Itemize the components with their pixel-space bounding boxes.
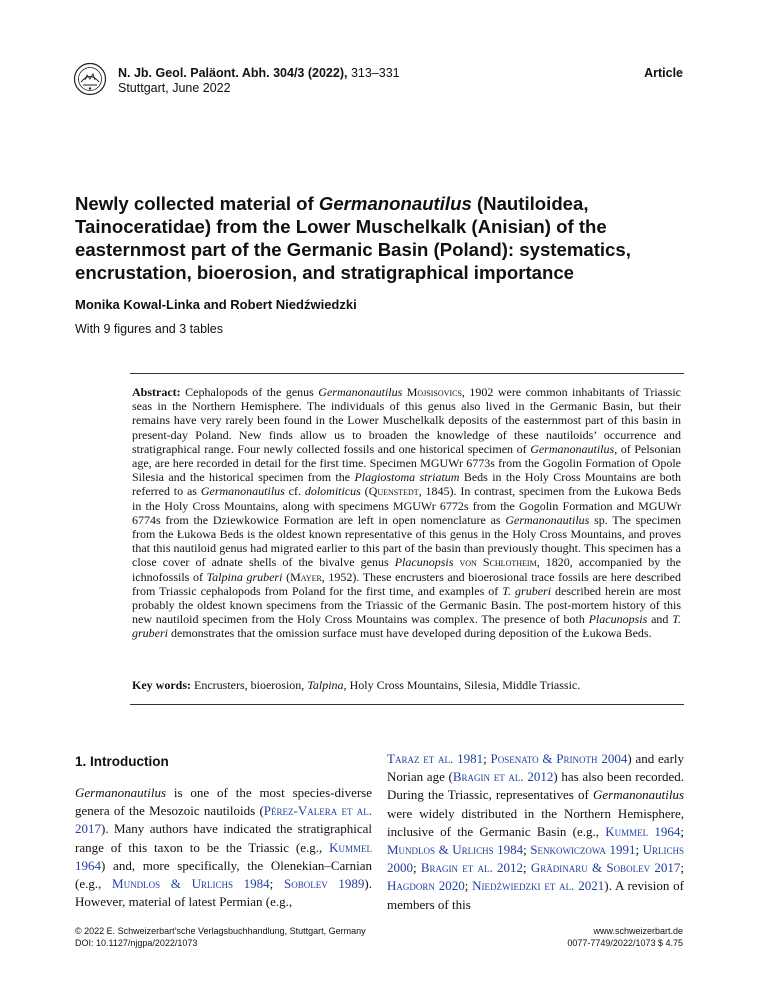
reference-link[interactable]: Niedźwiedzki et al. 2021 [472, 878, 605, 894]
abstract-bottom-divider [130, 704, 684, 705]
website[interactable]: www.schweizerbart.de [593, 926, 683, 936]
reference-link[interactable]: Posenato & Prinoth 2004 [490, 751, 628, 766]
journal-citation [118, 66, 400, 96]
intro-column-left: Germanonautilus is one of the most species-diverse genera of the Mesozoic nautiloids (Pérez-Valera et al. 2017). Many authors have indicated the stratigraphical range of this taxon to be the Triassic (e.g., Kummel 1964) and, more specifically, the Olenekian–Carnian (e.g., Mundlos & Urlichs 1984; Sobolev 1989). However, material of latest Permian (e.g., [75, 785, 372, 910]
reference-link[interactable]: Mundlos & Urlichs 1984 [387, 842, 524, 858]
reference-link[interactable]: Taraz et al. 1981 [387, 751, 484, 766]
reference-link[interactable]: Senkowiczowa 1991 [530, 842, 636, 858]
issn-price: 0077-7749/2022/1073 $ 4.75 [567, 938, 683, 948]
reference-link[interactable]: Grădinaru & Sobolev 2017 [530, 860, 681, 876]
reference-link[interactable]: Hagdorn 2020 [387, 878, 465, 894]
article-type-label: Article [644, 66, 683, 80]
place-date: Stuttgart, June 2022 [118, 81, 231, 95]
reference-link[interactable]: Pérez-Valera et al. 2017 [75, 803, 372, 837]
reference-link[interactable]: Mundlos & Urlichs 1984 [112, 876, 270, 892]
section-heading-introduction: 1. Introduction [75, 754, 169, 769]
reference-link[interactable]: Kummel 1964 [605, 823, 681, 839]
keywords: Key words: Encrusters, bioerosion, Talpina, Holy Cross Mountains, Silesia, Middle Triassic. [132, 678, 581, 692]
reference-link[interactable]: Bragin et al. 2012 [420, 860, 524, 876]
footer-right [567, 925, 683, 949]
reference-link[interactable]: Kummel 1964 [75, 839, 372, 873]
page-range: 313–331 [350, 66, 400, 80]
intro-column-right: Taraz et al. 1981; Posenato & Prinoth 2004) and early Norian age (Bragin et al. 2012) has also been recorded. During the Triassic, representatives of Germanonautilus were widely distributed in the Northern Hemisphere, inclusive of the Germanic Basin (e.g., Kummel 1964; Mundlos & Urlichs 1984; Senkowiczowa 1991; Urlichs 2000; Bragin et al. 2012; Grădinaru & Sobolev 2017; Hagdorn 2020; Niedźwiedzki et al. 2021). A revision of members of this [387, 751, 685, 912]
doi: DOI: 10.1127/njgpa/2022/1073 [75, 938, 198, 948]
keywords-label: Key words: [132, 678, 191, 692]
copyright: © 2022 E. Schweizerbart’sche Verlagsbuchhandlung, Stuttgart, Germany [75, 926, 366, 936]
paper-title: Newly collected material of Germanonautilus (Nautiloidea, Tainoceratidae) from the Lower Muschelkalk (Anisian) of the easternmost part of the Germanic Basin (Poland): systematics, encrustation, bioerosion, and stratigraphical importance [75, 193, 631, 283]
abstract-top-divider [130, 373, 684, 374]
abstract-label: Abstract: [132, 385, 181, 399]
reference-link[interactable]: Sobolev 1989 [283, 876, 365, 892]
publisher-seal-icon [73, 62, 107, 96]
reference-link[interactable]: Urlichs 2000 [387, 842, 684, 876]
authors: Monika Kowal-Linka and Robert Niedźwiedzki [75, 297, 357, 312]
abstract: Abstract: Cephalopods of the genus Germanonautilus Mojsisovics, 1902 were common inhabitants of Triassic seas in the Northern Hemisphere. The individuals of this genus also lived in the Germanic Basin, but their remains have very rarely been found in the Lower Muschelkalk deposits of the easternmost part of this basin in present-day Poland. New finds allow us to broaden the knowledge of these nautiloids’ occurrence and stratigraphical range. Four newly collected fossils and one historical specimen of Germanonautilus, of Pelsonian age, are here recorded in detail for the first time. Specimen MGUWr 6773s from the Gogolin Formation of Opole Silesia and the historical specimen from the Plagiostoma striatum Beds in the Holy Cross Mountains are both referred to as Germanonautilus cf. dolomiticus (Quenstedt, 1845). In contrast, specimen from the Łukowa Beds in the Holy Cross Mountains, along with specimens MGUWr 6772s from the Gogolin Formation and MGUWr 6774s from the Dziewkowice Formation are left in open nomenclature as Germanonautilus sp. The specimen from the Łukowa Beds is the oldest known representative of this genus in the Holy Cross Mountains, and proves that this nautiloid genus had migrated earlier to this part of the basin than previously thought. This specimen has a close cover of adnate shells of the bivalve genus Placunopsis von Schlotheim, 1820, accompanied by the ichnofossils of Talpina gruberi (Mayer, 1952). These encrusters and bioerosional trace fossils are here described from Triassic cephalopods from Poland for the first time, and examples of T. gruberi described herein are most probably the oldest known specimens from the Triassic of the Germanic Basin. The post-mortem history of this new nautiloid specimen from the Holy Cross Mountains was complex. The presence of both Placunopsis and T. gruberi demonstrates that the omission surface must have developed during deposition of the Łukowa Beds. [132, 385, 682, 641]
journal-name: N. Jb. Geol. Paläont. Abh. 304/3 (2022), [118, 66, 348, 80]
reference-link[interactable]: Bragin et al. 2012 [452, 769, 554, 785]
footer-left [75, 925, 366, 949]
figures-note: With 9 figures and 3 tables [75, 322, 223, 336]
